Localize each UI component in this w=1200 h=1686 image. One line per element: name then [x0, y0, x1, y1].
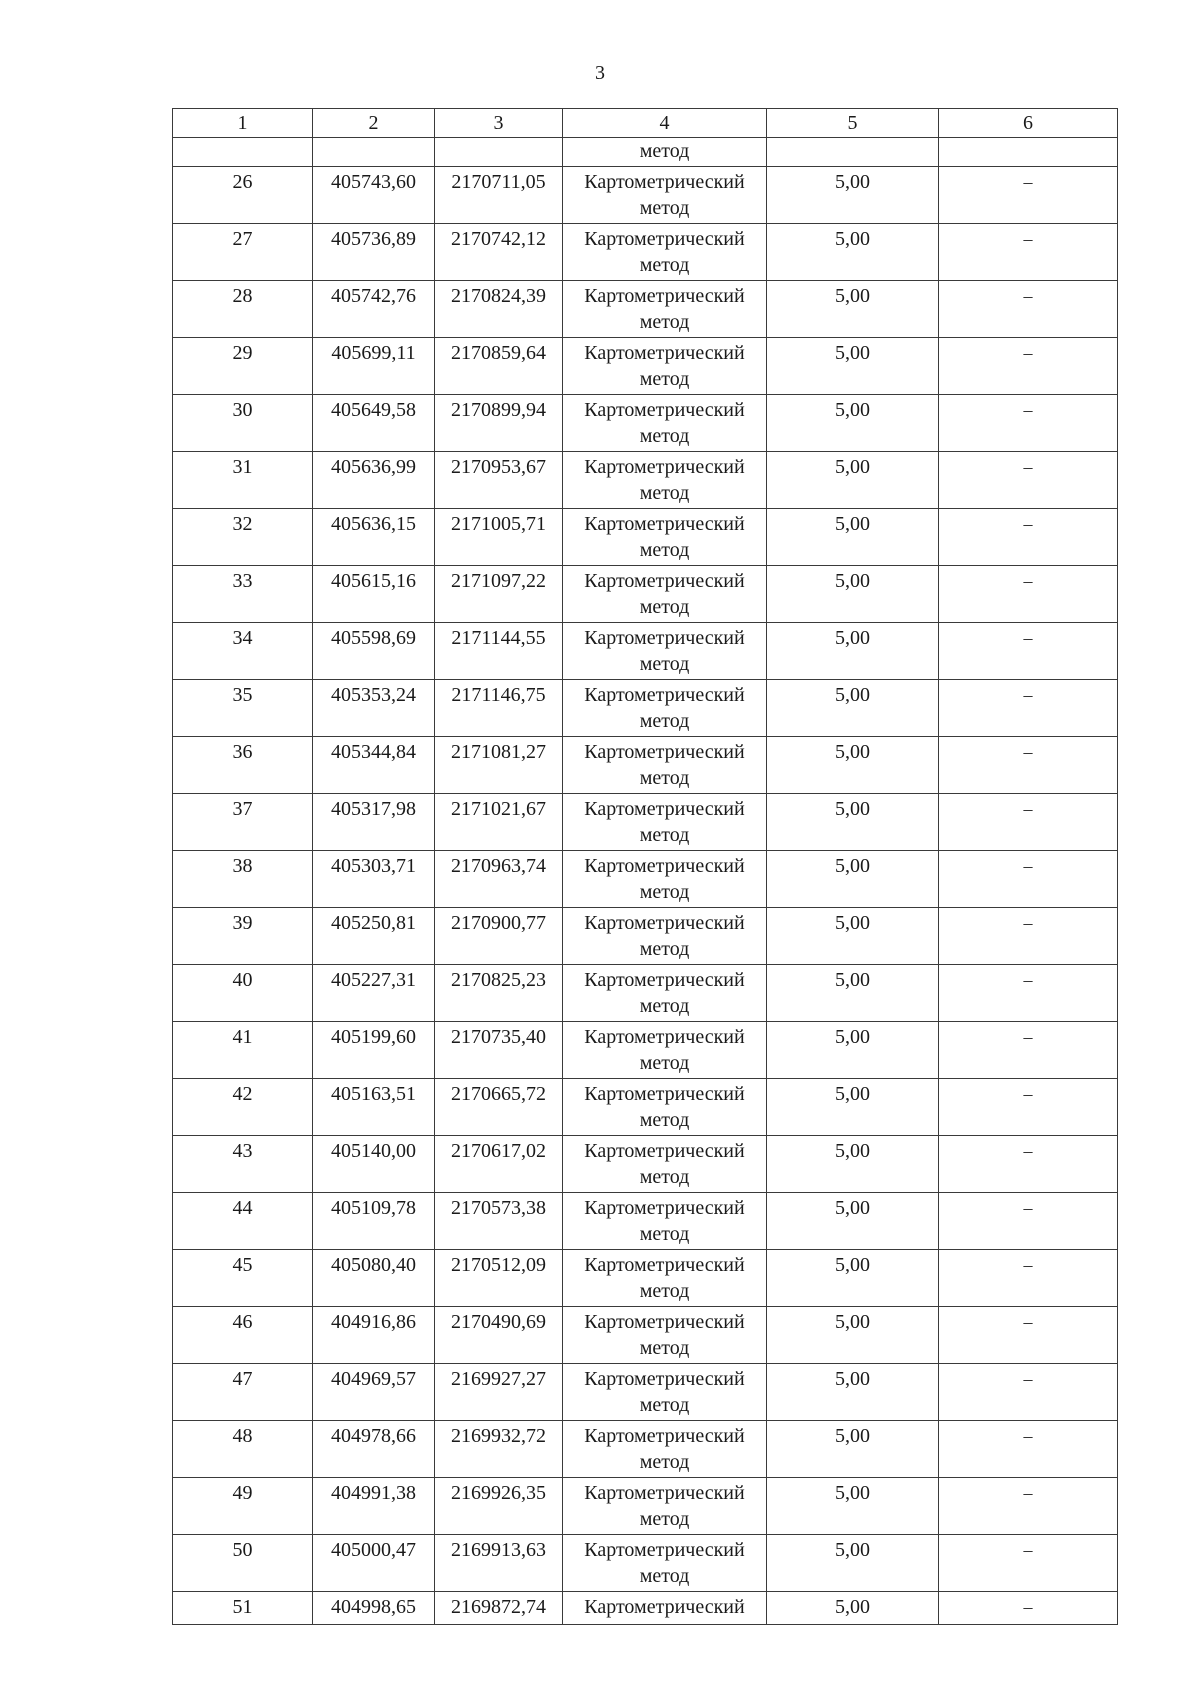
method-line-1: Картометрический: [584, 456, 745, 478]
point-number-cell: 40: [173, 965, 313, 1022]
point-number-cell: 41: [173, 1022, 313, 1079]
y-coordinate-cell: 2169913,63: [435, 1535, 563, 1592]
table-row: [173, 851, 1118, 908]
method-cell: [563, 794, 767, 851]
method-line-2: метод: [639, 1280, 690, 1302]
method-line-1: Картометрический: [584, 798, 745, 820]
note-cell: –: [939, 1022, 1118, 1079]
table-cell: [173, 138, 313, 167]
point-number-cell: 27: [173, 224, 313, 281]
table-row: [173, 680, 1118, 737]
method-line-1: Картометрический: [584, 342, 745, 364]
method-line-1: Картометрический: [584, 969, 745, 991]
note-cell: –: [939, 623, 1118, 680]
x-coordinate-cell: 404969,57: [313, 1364, 435, 1421]
method-line-2: метод: [639, 596, 690, 618]
x-coordinate-cell: 405140,00: [313, 1136, 435, 1193]
accuracy-cell: 5,00: [767, 395, 939, 452]
note-cell: –: [939, 1136, 1118, 1193]
continuation-row: [173, 138, 1118, 167]
y-coordinate-cell: 2169872,74: [435, 1592, 563, 1625]
accuracy-cell: 5,00: [767, 1193, 939, 1250]
accuracy-cell: 5,00: [767, 566, 939, 623]
note-cell: –: [939, 338, 1118, 395]
y-coordinate-cell: 2171005,71: [435, 509, 563, 566]
y-coordinate-cell: 2170859,64: [435, 338, 563, 395]
x-coordinate-cell: 405250,81: [313, 908, 435, 965]
method-cell: [563, 566, 767, 623]
table-cell: [767, 138, 939, 167]
note-cell: –: [939, 680, 1118, 737]
accuracy-cell: 5,00: [767, 1421, 939, 1478]
accuracy-cell: 5,00: [767, 281, 939, 338]
y-coordinate-cell: 2170573,38: [435, 1193, 563, 1250]
y-coordinate-cell: 2170735,40: [435, 1022, 563, 1079]
accuracy-cell: 5,00: [767, 1364, 939, 1421]
note-cell: –: [939, 566, 1118, 623]
table-row: [173, 1250, 1118, 1307]
method-line-2: метод: [639, 368, 690, 390]
point-number-cell: 50: [173, 1535, 313, 1592]
method-line-1: Картометрический: [584, 1026, 745, 1048]
y-coordinate-cell: 2170665,72: [435, 1079, 563, 1136]
table-row: [173, 452, 1118, 509]
note-cell: –: [939, 908, 1118, 965]
note-cell: –: [939, 167, 1118, 224]
x-coordinate-cell: 405742,76: [313, 281, 435, 338]
column-header: 3: [435, 109, 563, 138]
x-coordinate-cell: 405227,31: [313, 965, 435, 1022]
column-header: 4: [563, 109, 767, 138]
method-line-1: Картометрический: [584, 285, 745, 307]
note-cell: –: [939, 737, 1118, 794]
accuracy-cell: 5,00: [767, 1535, 939, 1592]
method-line-2: метод: [639, 1394, 690, 1416]
method-cell: [563, 452, 767, 509]
note-cell: –: [939, 1364, 1118, 1421]
table-cell: [435, 138, 563, 167]
method-line-2: метод: [639, 1565, 690, 1587]
method-line-1: Картометрический: [584, 399, 745, 421]
y-coordinate-cell: 2170824,39: [435, 281, 563, 338]
accuracy-cell: 5,00: [767, 167, 939, 224]
method-line-1: Картометрический: [584, 228, 745, 250]
table-row: [173, 1478, 1118, 1535]
accuracy-cell: 5,00: [767, 794, 939, 851]
table-row: [173, 224, 1118, 281]
table-row: [173, 566, 1118, 623]
x-coordinate-cell: 404991,38: [313, 1478, 435, 1535]
table-row: [173, 1307, 1118, 1364]
accuracy-cell: 5,00: [767, 1022, 939, 1079]
table-row: [173, 794, 1118, 851]
method-cell: [563, 1136, 767, 1193]
accuracy-cell: 5,00: [767, 965, 939, 1022]
method-line-2: метод: [639, 1166, 690, 1188]
point-number-cell: 44: [173, 1193, 313, 1250]
method-line-2: метод: [639, 1337, 690, 1359]
method-line-2: метод: [639, 425, 690, 447]
accuracy-cell: 5,00: [767, 452, 939, 509]
y-coordinate-cell: 2170963,74: [435, 851, 563, 908]
method-line-1: Картометрический: [584, 513, 745, 535]
method-line-2: метод: [639, 1451, 690, 1473]
x-coordinate-cell: 405080,40: [313, 1250, 435, 1307]
table-row: [173, 1193, 1118, 1250]
y-coordinate-cell: 2169926,35: [435, 1478, 563, 1535]
note-cell: –: [939, 395, 1118, 452]
x-coordinate-cell: 405317,98: [313, 794, 435, 851]
x-coordinate-cell: 405163,51: [313, 1079, 435, 1136]
note-cell: –: [939, 851, 1118, 908]
point-number-cell: 48: [173, 1421, 313, 1478]
accuracy-cell: 5,00: [767, 338, 939, 395]
table-row: [173, 395, 1118, 452]
table-row: [173, 737, 1118, 794]
accuracy-cell: 5,00: [767, 1136, 939, 1193]
point-number-cell: 31: [173, 452, 313, 509]
point-number-cell: 45: [173, 1250, 313, 1307]
note-cell: –: [939, 1478, 1118, 1535]
method-cell: [563, 509, 767, 566]
x-coordinate-cell: 404978,66: [313, 1421, 435, 1478]
y-coordinate-cell: 2170899,94: [435, 395, 563, 452]
method-line-2: метод: [639, 1223, 690, 1245]
note-cell: –: [939, 1535, 1118, 1592]
method-cell: [563, 1022, 767, 1079]
method-cell: [563, 908, 767, 965]
accuracy-cell: 5,00: [767, 680, 939, 737]
x-coordinate-cell: 405303,71: [313, 851, 435, 908]
x-coordinate-cell: 405636,99: [313, 452, 435, 509]
point-number-cell: 35: [173, 680, 313, 737]
x-coordinate-cell: 404998,65: [313, 1592, 435, 1625]
note-cell: –: [939, 452, 1118, 509]
method-line-2: метод: [639, 539, 690, 561]
note-cell: –: [939, 1250, 1118, 1307]
method-line-1: Картометрический: [584, 1368, 745, 1390]
note-cell: –: [939, 1307, 1118, 1364]
point-number-cell: 43: [173, 1136, 313, 1193]
y-coordinate-cell: 2171021,67: [435, 794, 563, 851]
y-coordinate-cell: 2170742,12: [435, 224, 563, 281]
method-line-1: Картометрический: [584, 1482, 745, 1504]
table-row: [173, 1535, 1118, 1592]
accuracy-cell: 5,00: [767, 1592, 939, 1625]
y-coordinate-cell: 2170825,23: [435, 965, 563, 1022]
point-number-cell: 32: [173, 509, 313, 566]
accuracy-cell: 5,00: [767, 1478, 939, 1535]
point-number-cell: 37: [173, 794, 313, 851]
y-coordinate-cell: 2169927,27: [435, 1364, 563, 1421]
method-line-2: метод: [639, 254, 690, 276]
point-number-cell: 47: [173, 1364, 313, 1421]
method-line-1: Картометрический: [584, 1254, 745, 1276]
x-coordinate-cell: 405199,60: [313, 1022, 435, 1079]
table-header-row: [173, 109, 1118, 138]
method-line-2: метод: [639, 1052, 690, 1074]
method-line-2: метод: [639, 653, 690, 675]
method-cell: [563, 1478, 767, 1535]
x-coordinate-cell: 405353,24: [313, 680, 435, 737]
method-cell: [563, 167, 767, 224]
method-cell: [563, 1421, 767, 1478]
accuracy-cell: 5,00: [767, 851, 939, 908]
point-number-cell: 49: [173, 1478, 313, 1535]
method-cell: [563, 1535, 767, 1592]
method-line-2: метод: [639, 881, 690, 903]
note-cell: –: [939, 509, 1118, 566]
accuracy-cell: 5,00: [767, 908, 939, 965]
method-line-2: метод: [639, 311, 690, 333]
table-cell: [313, 138, 435, 167]
method-line-2: метод: [639, 938, 690, 960]
table-row: [173, 1421, 1118, 1478]
method-line-1: Картометрический: [584, 627, 745, 649]
method-line-1: Картометрический: [584, 570, 745, 592]
method-cell: [563, 965, 767, 1022]
method-line-1: Картометрический: [584, 1425, 745, 1447]
method-line-2: метод: [639, 197, 690, 219]
method-cell: [563, 1307, 767, 1364]
x-coordinate-cell: 405109,78: [313, 1193, 435, 1250]
table-cell: [939, 138, 1118, 167]
accuracy-cell: 5,00: [767, 737, 939, 794]
method-line-1: Картометрический: [584, 1083, 745, 1105]
accuracy-cell: 5,00: [767, 1250, 939, 1307]
x-coordinate-cell: 405598,69: [313, 623, 435, 680]
x-coordinate-cell: 405736,89: [313, 224, 435, 281]
x-coordinate-cell: 405699,11: [313, 338, 435, 395]
table-row: [173, 1022, 1118, 1079]
column-header: 5: [767, 109, 939, 138]
point-number-cell: 42: [173, 1079, 313, 1136]
y-coordinate-cell: 2169932,72: [435, 1421, 563, 1478]
column-header: 6: [939, 109, 1118, 138]
column-header: 2: [313, 109, 435, 138]
x-coordinate-cell: 404916,86: [313, 1307, 435, 1364]
method-line-2: метод: [639, 767, 690, 789]
y-coordinate-cell: 2171144,55: [435, 623, 563, 680]
point-number-cell: 33: [173, 566, 313, 623]
table-row: [173, 509, 1118, 566]
point-number-cell: 51: [173, 1592, 313, 1625]
method-line-1: Картометрический: [584, 912, 745, 934]
point-number-cell: 28: [173, 281, 313, 338]
note-cell: –: [939, 224, 1118, 281]
method-line-1: Картометрический: [584, 1140, 745, 1162]
method-cell: [563, 281, 767, 338]
table-row: [173, 1079, 1118, 1136]
accuracy-cell: 5,00: [767, 623, 939, 680]
method-line-1: Картометрический: [584, 1539, 745, 1561]
table-row: [173, 908, 1118, 965]
y-coordinate-cell: 2170490,69: [435, 1307, 563, 1364]
table-row: [173, 1364, 1118, 1421]
method-line-1: Картометрический: [584, 684, 745, 706]
method-cell: [563, 737, 767, 794]
y-coordinate-cell: 2171081,27: [435, 737, 563, 794]
note-cell: –: [939, 965, 1118, 1022]
method-line-1: Картометрический: [584, 855, 745, 877]
accuracy-cell: 5,00: [767, 509, 939, 566]
x-coordinate-cell: 405000,47: [313, 1535, 435, 1592]
point-number-cell: 38: [173, 851, 313, 908]
note-cell: –: [939, 1193, 1118, 1250]
y-coordinate-cell: 2170900,77: [435, 908, 563, 965]
table-row: [173, 623, 1118, 680]
method-line-1: Картометрический: [584, 1197, 745, 1219]
table-row: [173, 281, 1118, 338]
method-cell: [563, 1079, 767, 1136]
method-line-1: Картометрический: [584, 741, 745, 763]
method-cell: [563, 680, 767, 737]
method-line-2: метод: [639, 995, 690, 1017]
accuracy-cell: 5,00: [767, 224, 939, 281]
y-coordinate-cell: 2170711,05: [435, 167, 563, 224]
method-cell: [563, 851, 767, 908]
method-cell: [563, 1364, 767, 1421]
accuracy-cell: 5,00: [767, 1307, 939, 1364]
method-cell: [563, 395, 767, 452]
method-cell: [563, 1193, 767, 1250]
x-coordinate-cell: 405615,16: [313, 566, 435, 623]
method-line-2: метод: [639, 824, 690, 846]
method-cell: [563, 623, 767, 680]
method-line-2: метод: [639, 710, 690, 732]
column-header: 1: [173, 109, 313, 138]
table-row: [173, 338, 1118, 395]
method-cell: [563, 338, 767, 395]
table-row: [173, 965, 1118, 1022]
point-number-cell: 29: [173, 338, 313, 395]
method-line-2: метод: [639, 1109, 690, 1131]
point-number-cell: 30: [173, 395, 313, 452]
table-row: [173, 1592, 1118, 1625]
point-number-cell: 26: [173, 167, 313, 224]
x-coordinate-cell: 405636,15: [313, 509, 435, 566]
coordinates-table: [172, 108, 1118, 1625]
method-cell: [563, 1250, 767, 1307]
accuracy-cell: 5,00: [767, 1079, 939, 1136]
table-row: [173, 1136, 1118, 1193]
point-number-cell: 46: [173, 1307, 313, 1364]
y-coordinate-cell: 2171097,22: [435, 566, 563, 623]
method-line-2: метод: [639, 482, 690, 504]
note-cell: –: [939, 1592, 1118, 1625]
method-line-1: Картометрический: [584, 1311, 745, 1333]
y-coordinate-cell: 2170617,02: [435, 1136, 563, 1193]
note-cell: –: [939, 1079, 1118, 1136]
table-row: [173, 167, 1118, 224]
method-line-2: метод: [639, 1508, 690, 1530]
method-cell: [563, 224, 767, 281]
note-cell: –: [939, 281, 1118, 338]
table-cell: метод: [563, 138, 767, 167]
point-number-cell: 39: [173, 908, 313, 965]
y-coordinate-cell: 2170953,67: [435, 452, 563, 509]
point-number-cell: 34: [173, 623, 313, 680]
note-cell: –: [939, 1421, 1118, 1478]
x-coordinate-cell: 405344,84: [313, 737, 435, 794]
point-number-cell: 36: [173, 737, 313, 794]
page-number: 3: [595, 62, 605, 84]
method-line-1: Картометрический: [584, 171, 745, 193]
note-cell: –: [939, 794, 1118, 851]
x-coordinate-cell: 405743,60: [313, 167, 435, 224]
y-coordinate-cell: 2170512,09: [435, 1250, 563, 1307]
method-cell: Картометрический: [563, 1592, 767, 1625]
x-coordinate-cell: 405649,58: [313, 395, 435, 452]
y-coordinate-cell: 2171146,75: [435, 680, 563, 737]
